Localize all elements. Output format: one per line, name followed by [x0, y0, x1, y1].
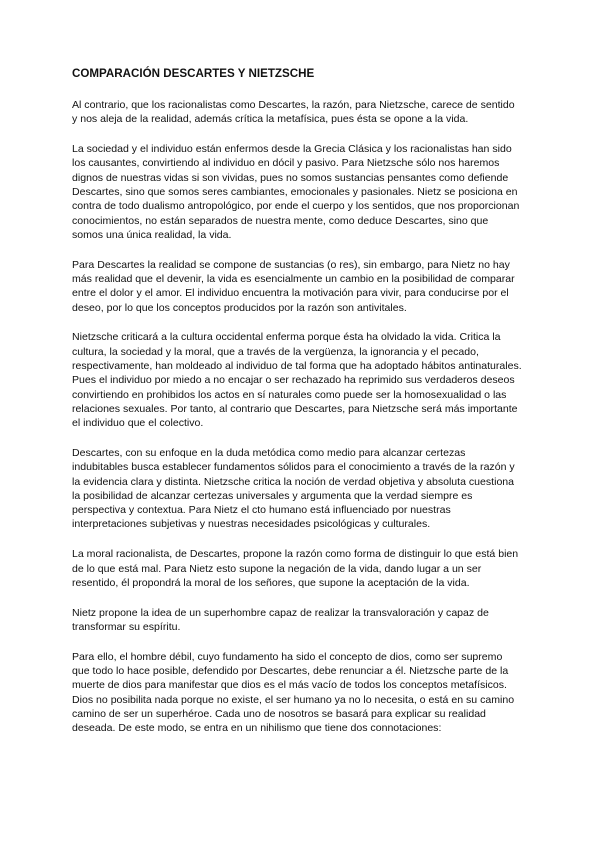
paragraph-4: Nietzsche criticará a la cultura occidental enferma porque ésta ha olvidado la vida. Critica la cultura, la sociedad y la moral, que a través de la vergüenza, la ignorancia y el pecado, respectivamente, han moldeado al individuo de tal forma que ha adoptado hábitos antinaturales. Pues el individuo por miedo a no encajar o ser rechazado ha reprimido sus verdaderos deseos convirtiendo en prohibidos los actos en sí naturales como puede ser la homosexualidad o las relaciones sexuales. Por tanto, al contrario que Descartes, para Nietzsche será más importante el individuo que el colectivo.	[72, 331, 522, 430]
paragraph-8: Para ello, el hombre débil, cuyo fundamento ha sido el concepto de dios, como ser supremo que todo lo hace posible, defendido por Descartes, debe renunciar a él. Nietzsche parte de la muerte de dios para manifestar que dios es el más vacío de todos los conceptos metafísicos. Dios no posibilita nada porque no existe, el ser humano ya no lo necesita, o está en su camino camino de ser un superhéroe. Cada uno de nosotros se basará para explicar su realidad deseada. De este modo, se entra en un nihilismo que tiene dos connotaciones:	[72, 650, 515, 735]
paragraph-7: Nietz propone la idea de un superhombre capaz de realizar la transvaloración y capaz de transformar su espíritu.	[72, 606, 489, 633]
document-page	[72, 66, 522, 751]
paragraph-6: La moral racionalista, de Descartes, propone la razón como forma de distinguir lo que está bien de lo que está mal. Para Nietz esto supone la negación de la vida, dando lugar a un ser resentido, él propondrá la moral de los señores, que supone la aceptación de la vida.	[72, 548, 519, 589]
paragraph-1: Al contrario, que los racionalistas como Descartes, la razón, para Nietzsche, carece de sentido y nos aleja de la realidad, además crítica la metafísica, pues ésta se opone a la vida.	[72, 99, 515, 126]
paragraph-3: Para Descartes la realidad se compone de sustancias (o res), sin embargo, para Nietz no hay más realidad que el devenir, la vida es esencialmente un cambio en la posibilidad de comparar entre el dolor y el amor. El individuo encuentra la motivación para vivir, para conducirse por el deseo, por lo que los conceptos producidos por la razón son antivitales.	[72, 258, 515, 314]
paragraph-2: La sociedad y el individuo están enfermos desde la Grecia Clásica y los racionalistas han sido los causantes, convirtiendo al individuo en dócil y pasivo. Para Nietzsche sólo nos haremos dignos de nuestras vidas si son vividas, pues no somos sustancias pensantes como defiende Descartes, sino que somos seres cambiantes, emocionales y pasionales. Nietz se posiciona en contra de todo dualismo antropológico, por ende el cuerpo y los sentidos, que nos proporcionan conocimientos, no están separados de nuestra mente, como deduce Descartes, sino que somos una única realidad, la vida.	[72, 143, 520, 241]
paragraph-5: Descartes, con su enfoque en la duda metódica como medio para alcanzar certezas indubitables busca establecer fundamentos sólidos para el conocimiento a través de la razón y la evidencia clara y distinta. Nietzsche critica la noción de verdad objetiva y absoluta cuestiona la posibilidad de alcanzar certezas universales y argumenta que la verdad siempre es perspectiva y contextua. Para Nietz el cto humano está influenciado por nuestras interpretaciones subjetivas y nuestras necesidades psicológicas y culturales.	[72, 446, 515, 531]
document-title: COMPARACIÓN DESCARTES Y NIETZSCHE	[72, 67, 315, 80]
